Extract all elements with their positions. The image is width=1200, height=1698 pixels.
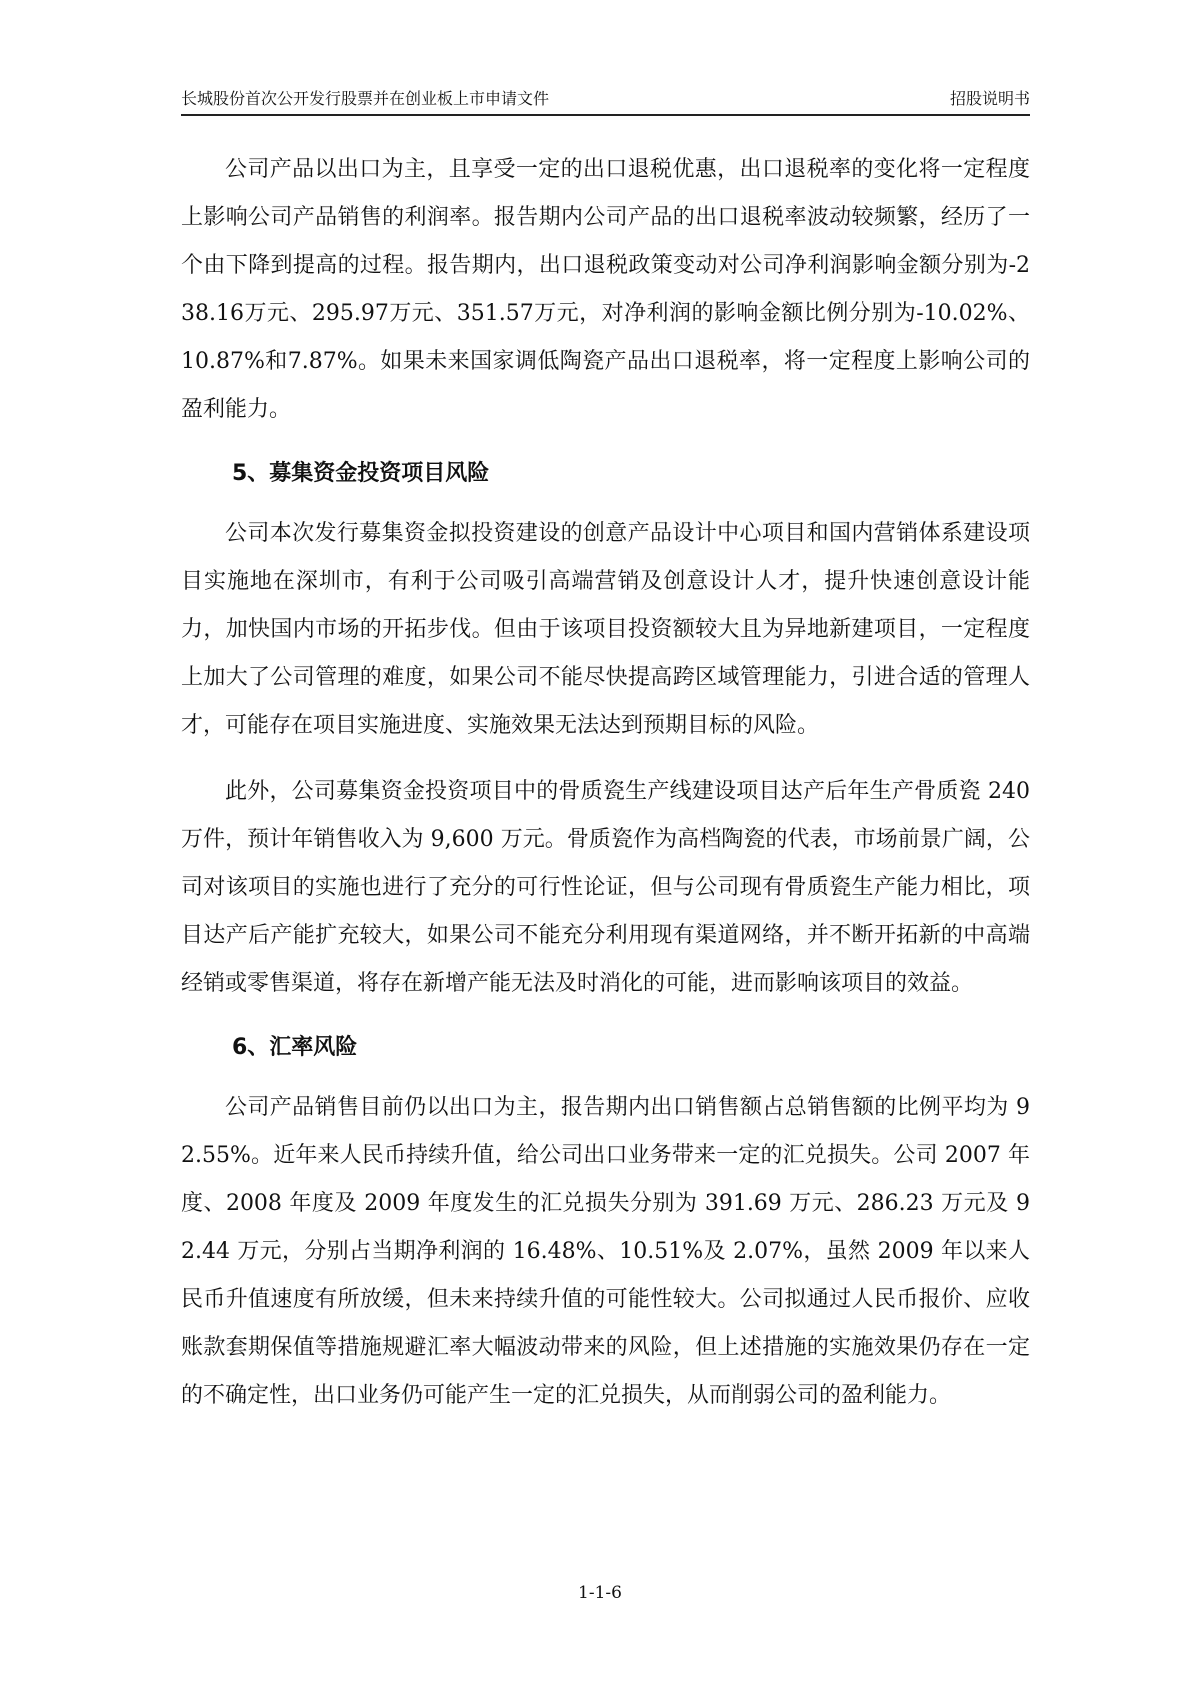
section-heading-exchange-rate-risk: 6、汇率风险 [232, 1035, 358, 1060]
section-heading-fundraising-risk: 5、募集资金投资项目风险 [232, 461, 490, 486]
header-document-title: 长城股份首次公开发行股票并在创业板上市申请文件 [181, 89, 550, 108]
paragraph-design-center-project: 公司本次发行募集资金拟投资建设的创意产品设计中心项目和国内营销体系建设项目实施地在深圳市，有利于公司吸引高端营销及创意设计人才，提升快速创意设计能力，加快国内市场的开拓步伐。但由于该项目投资额较大且为异地新建项目，一定程度上加大了公司管理的难度，如果公司不能尽快提高跨区域管理能力，引进合适的管理人才，可能存在项目实施进度、实施效果无法达到预期目标的风险。 [181, 521, 1030, 738]
header-document-type: 招股说明书 [949, 89, 1030, 108]
paragraph-export-tax-rebate: 公司产品以出口为主，且享受一定的出口退税优惠，出口退税率的变化将一定程度上影响公司产品销售的利润率。报告期内公司产品的出口退税率波动较频繁，经历了一个由下降到提高的过程。报告期内，出口退税政策变动对公司净利润影响金额分别为-238.16万元、295.97万元、351.57万元，对净利润的影响金额比例分别为-10.02%、10.87%和7.87%。如果未来国家调低陶瓷产品出口退税率，将一定程度上影响公司的盈利能力。 [181, 157, 1030, 422]
page-number: 1-1-6 [578, 1583, 622, 1603]
paragraph-bone-china-project: 此外，公司募集资金投资项目中的骨质瓷生产线建设项目达产后年生产骨质瓷 240 万件，预计年销售收入为 9,600 万元。骨质瓷作为高档陶瓷的代表，市场前景广阔，公司对该项目的实施也进行了充分的可行性论证，但与公司现有骨质瓷生产能力相比，项目达产后产能扩充较大，如果公司不能充分利用现有渠道网络，并不断开拓新的中高端经销或零售渠道，将存在新增产能无法及时消化的可能，进而影响该项目的效益。 [181, 779, 1030, 996]
page-header [181, 84, 1030, 116]
paragraph-exchange-rate: 公司产品销售目前仍以出口为主，报告期内出口销售额占总销售额的比例平均为 92.55%。近年来人民币持续升值，给公司出口业务带来一定的汇兑损失。公司 2007 年度、2008 年度及 2009 年度发生的汇兑损失分别为 391.69 万元、286.23 万元及 92.44 万元，分别占当期净利润的 16.48%、10.51%及 2.07%，虽然 2009 年以来人民币升值速度有所放缓，但未来持续升值的可能性较大。公司拟通过人民币报价、应收账款套期保值等措施规避汇率大幅波动带来的风险，但上述措施的实施效果仍存在一定的不确定性，出口业务仍可能产生一定的汇兑损失，从而削弱公司的盈利能力。 [181, 1095, 1030, 1408]
page-content [181, 146, 1030, 1438]
